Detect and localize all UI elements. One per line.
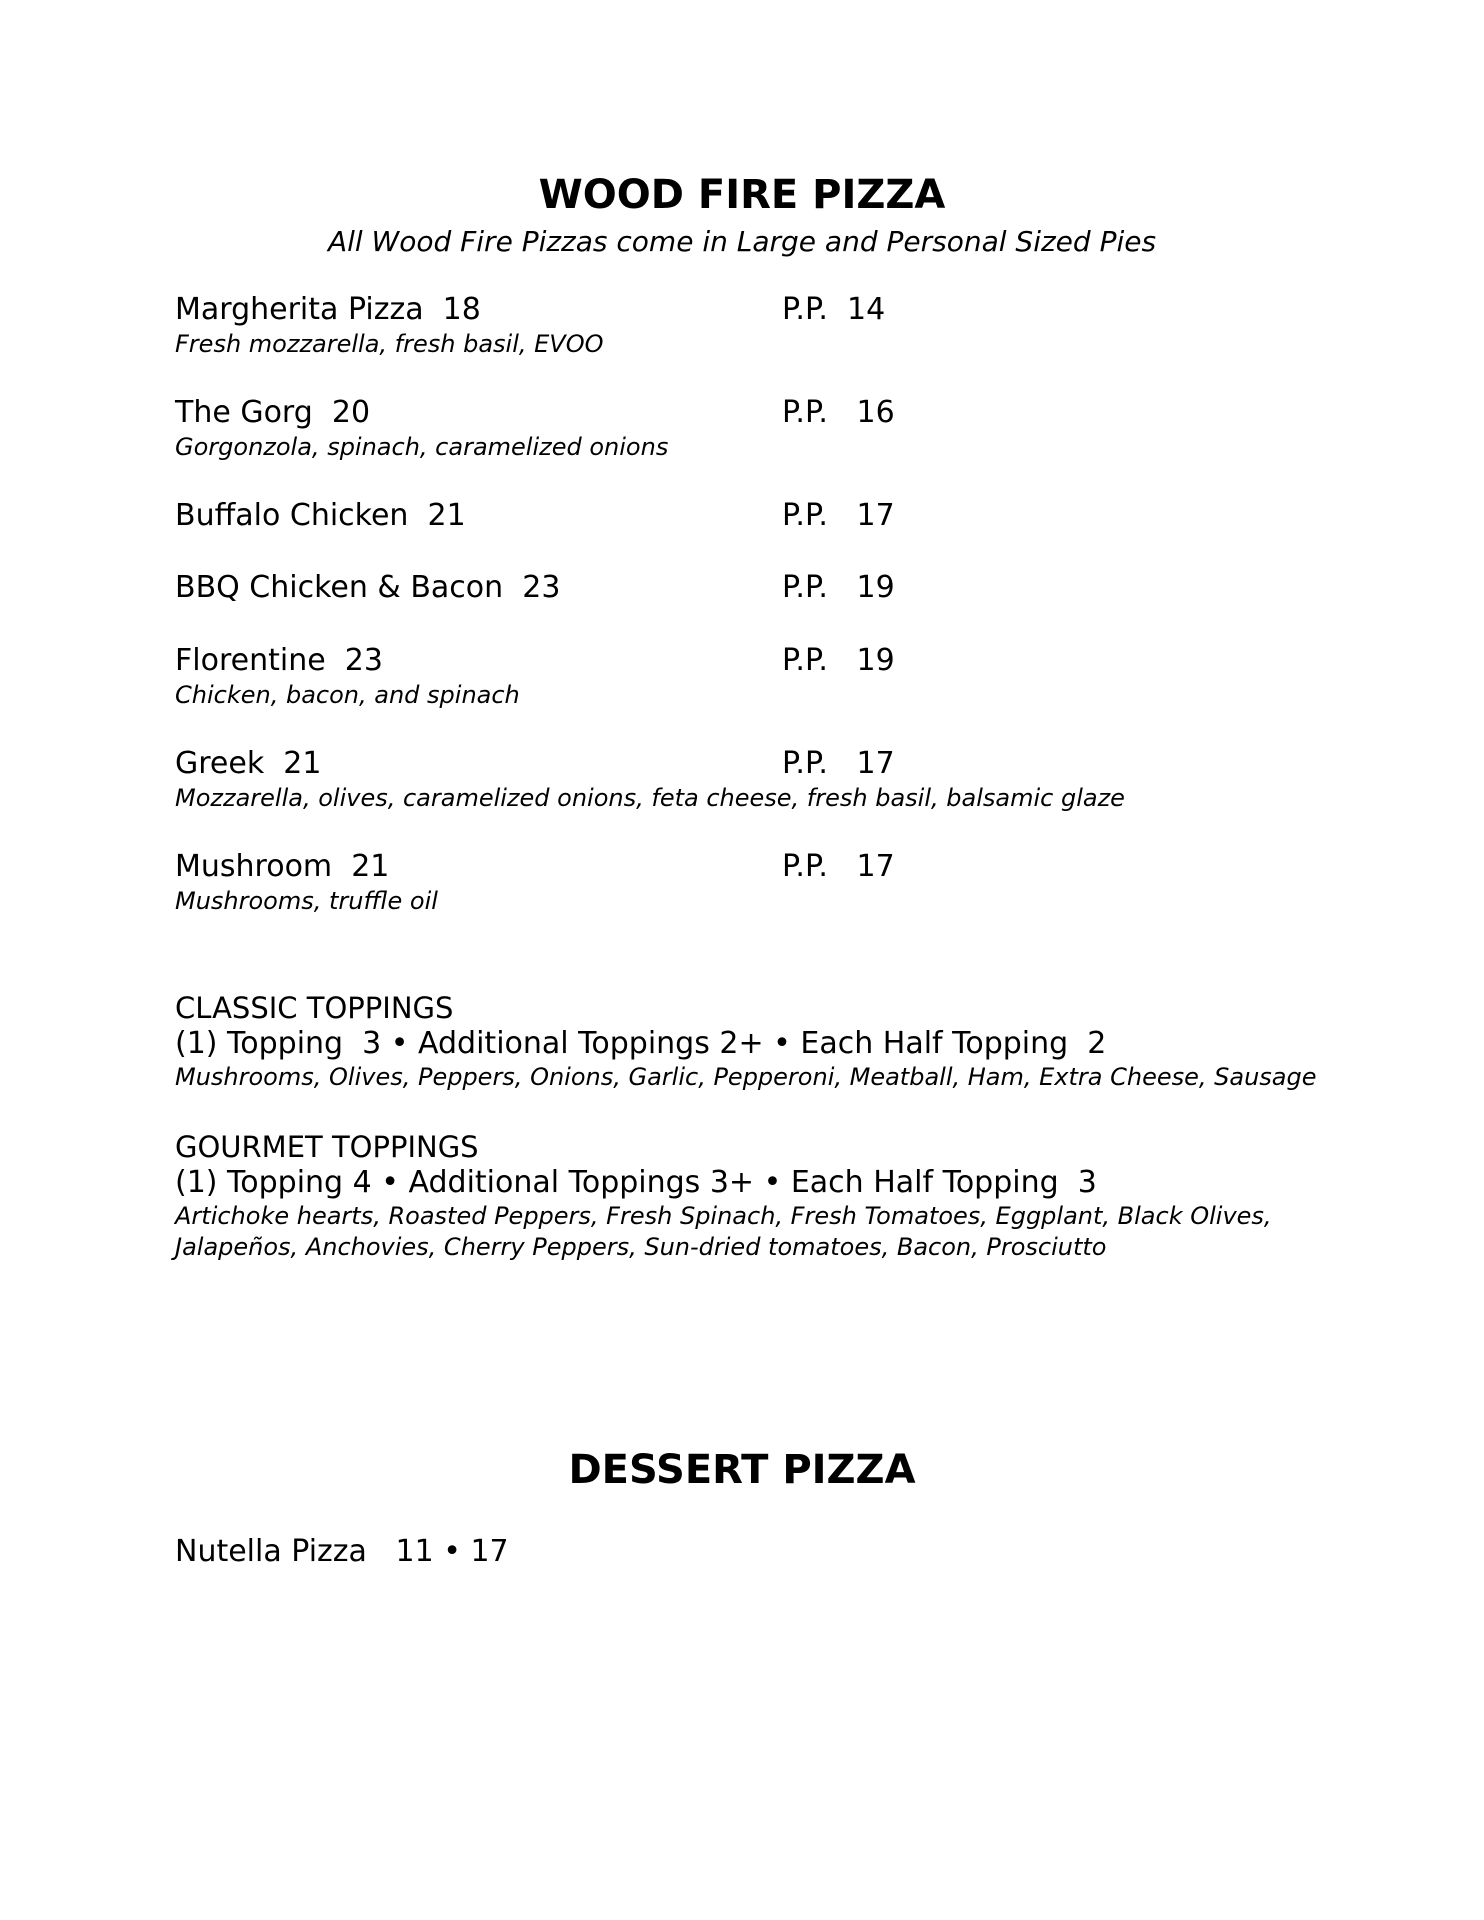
item-description: Mozzarella, olives, caramelized onions, feta cheese, fresh basil, balsamic glaze — [175, 784, 1125, 812]
classic-toppings-heading: CLASSIC TOPPINGS — [175, 991, 454, 1025]
item-name: BBQ Chicken & Bacon 23 — [175, 570, 561, 605]
item-name: Greek 21 — [175, 746, 322, 781]
toppings-list-line: Jalapeños, Anchovies, Cherry Peppers, Sun-dried tomatoes, Bacon, Prosciutto — [175, 1233, 1107, 1261]
item-personal-price: P.P. 16 — [782, 395, 895, 430]
item-description: Mushrooms, truffle oil — [175, 887, 438, 915]
item-personal-price: P.P. 17 — [782, 746, 895, 781]
wood-fire-pizza-title: WOOD FIRE PIZZA — [538, 172, 946, 218]
toppings-list-line: Artichoke hearts, Roasted Peppers, Fresh Spinach, Fresh Tomatoes, Eggplant, Black Olives, — [175, 1202, 1272, 1230]
classic-toppings-section — [175, 990, 1425, 1093]
dessert-pizza-title: DESSERT PIZZA — [568, 1447, 916, 1493]
item-personal-price: P.P. 14 — [782, 292, 886, 327]
item-name: Mushroom 21 — [175, 849, 390, 884]
item-personal-price: P.P. 19 — [782, 643, 895, 678]
item-name: Margherita Pizza 18 — [175, 292, 481, 327]
gourmet-toppings-section — [175, 1129, 1425, 1263]
item-description: Gorgonzola, spinach, caramelized onions — [175, 433, 669, 461]
wood-fire-pizza-subtitle: All Wood Fire Pizzas come in Large and Personal Sized Pies — [327, 225, 1157, 258]
menu-item-bbq-chicken-bacon — [175, 568, 1375, 608]
item-description: Fresh mozzarella, fresh basil, EVOO — [175, 330, 604, 358]
gourmet-toppings-heading: GOURMET TOPPINGS — [175, 1130, 479, 1164]
item-description: Chicken, bacon, and spinach — [175, 681, 520, 709]
gourmet-toppings-pricing: (1) Topping 4 • Additional Toppings 3+ • Each Half Topping 3 — [175, 1165, 1097, 1200]
menu-item-nutella-pizza: Nutella Pizza 11 • 17 — [175, 1534, 509, 1569]
classic-toppings-list — [175, 1062, 1425, 1093]
menu-item-mushroom — [175, 847, 1375, 915]
classic-toppings-pricing: (1) Topping 3 • Additional Toppings 2+ • Each Half Topping 2 — [175, 1026, 1107, 1061]
toppings-list-line: Mushrooms, Olives, Peppers, Onions, Garlic, Pepperoni, Meatball, Ham, Extra Cheese, Sausage — [175, 1063, 1317, 1091]
menu-item-the-gorg — [175, 393, 1375, 461]
menu-item-buffalo-chicken — [175, 496, 1375, 536]
item-personal-price: P.P. 17 — [782, 849, 895, 884]
item-name: Buffalo Chicken 21 — [175, 498, 466, 533]
menu-item-margherita — [175, 290, 1375, 358]
item-name: Florentine 23 — [175, 643, 383, 678]
item-personal-price: P.P. 17 — [782, 498, 895, 533]
menu-item-florentine — [175, 641, 1375, 709]
menu-item-greek — [175, 744, 1375, 812]
item-name: The Gorg 20 — [175, 395, 371, 430]
item-personal-price: P.P. 19 — [782, 570, 895, 605]
gourmet-toppings-list — [175, 1201, 1425, 1263]
